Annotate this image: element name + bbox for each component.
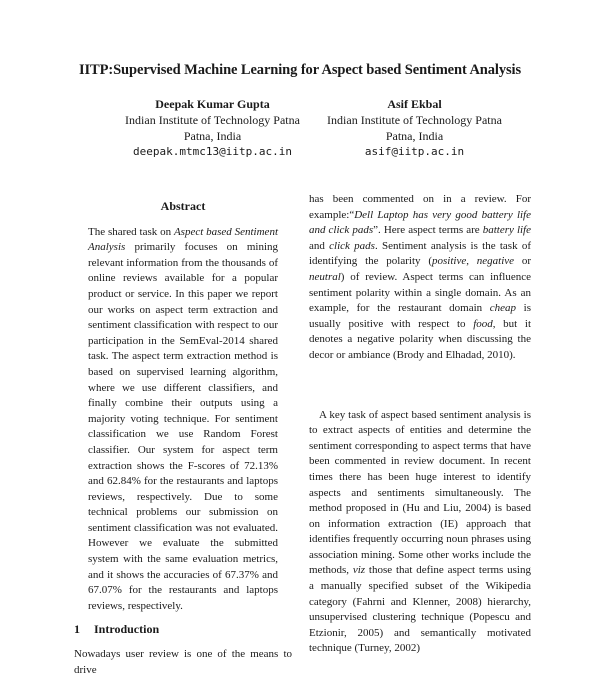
- author-name: Deepak Kumar Gupta: [155, 97, 270, 111]
- author-block-1: [100, 96, 325, 160]
- author-affiliation: Indian Institute of Technology Patna: [327, 113, 502, 127]
- introduction-text: Nowadays user review is one of the means to drive: [74, 648, 292, 676]
- author-location: Patna, India: [183, 129, 242, 143]
- author-name: Asif Ekbal: [387, 97, 442, 111]
- section-heading-introduction: 1 Introduction: [74, 622, 160, 637]
- right-paragraph-1: has been commented on in a review. For example:“Dell Laptop has very good battery life and click pads”. Here aspect terms are battery life and click pads. Sentiment analysis is the task of identifying the polarity (positive, negative or neutral) of review. Aspect terms can influence sentiment polarity within a single domain. As an example, for the restaurant domain cheap is usually positive with respect to food, but it denotes a negative polarity when discussing the decor or ambiance (Brody and Elhadad, 2010).: [309, 193, 532, 361]
- right-paragraph-2: A key task of aspect based sentiment analysis is to extract aspects of entities and determine the sentiment corresponding to aspect terms that have been commented in review document. In recent times there has been huge interest to identify aspects and sentiments simultaneously. The method proposed in (Hu and Liu, 2004) is based on information extraction (IE) approach that identifies frequently occurring noun phrases using association mining. Some other works include the methods, viz those that define aspect terms using a manually specified subset of the Wikipedia category (Fahrni and Klenner, 2008) hierarchy, unsupervised clustering technique (Popescu and Etzionir, 2005) and semantically motivated technique (Turney, 2002): [309, 408, 531, 655]
- author-location: Patna, India: [385, 129, 444, 143]
- left-column: [74, 199, 292, 678]
- author-email: deepak.mtmc13@iitp.ac.in: [133, 145, 292, 158]
- paper-title: IITP:Supervised Machine Learning for Aspect based Sentiment Analysis: [78, 62, 522, 78]
- author-block-2: [302, 96, 527, 160]
- abstract-heading: Abstract: [160, 199, 206, 213]
- author-email: asif@iitp.ac.in: [364, 145, 465, 158]
- author-affiliation: Indian Institute of Technology Patna: [125, 113, 300, 127]
- right-column: [309, 192, 531, 657]
- abstract-body: The shared task on Aspect based Sentiment Analysis primarily focuses on mining relevant information from the thousands of online reviews available for a popular product or service. In this paper we report our works on aspect term extraction and sentiment classification with respect to our participation in the SemEval-2014 shared task. The aspect term extraction method is based on supervised learning algorithm, where we use different classifiers, and finally combine their outputs using a majority voting technique. For sentiment classification we use Random Forest classifier. Our system for aspect term extraction shows the F-scores of 72.13% and 62.84% for the restaurants and laptops reviews, respectively. Due to some technical problems our submission on sentiment classification was not evaluated. However we evaluate the submitted system with the same evaluation metrics, and it shows the accuracies of 67.37% and 67.07% for the restaurants and laptops reviews, respectively.: [88, 225, 278, 612]
